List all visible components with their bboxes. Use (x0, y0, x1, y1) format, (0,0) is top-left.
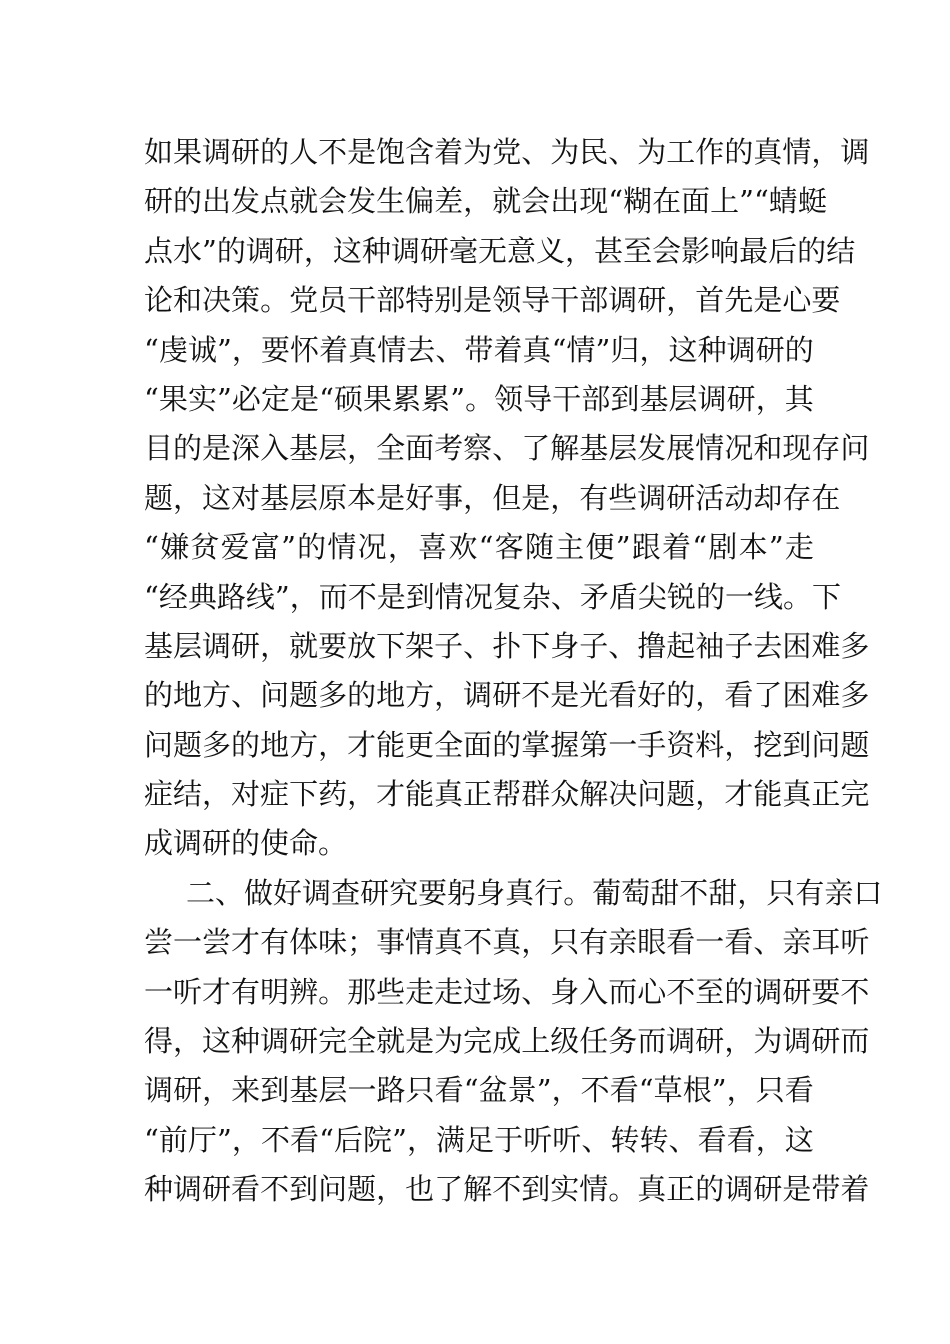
text-line: 一 听 才 有 明 辨 。 那 些 走 走 过 场 、 身 入 而 心 不 至 的 调 研 要 不 (144, 974, 870, 1009)
body-text (144, 128, 883, 1215)
text-line: 尝 一 尝 才 有 体 味 ； 事 情 真 不 真 ， 只 有 亲 眼 看 一 看 、 亲 耳 听 (144, 925, 870, 960)
text-line: 目 的 是 深 入 基 层 ， 全 面 考 察 、 了 解 基 层 发 展 情 况 和 现 存 问 (144, 431, 870, 466)
text-line: 种 调 研 看 不 到 问 题 ， 也 了 解 不 到 实 情 。 真 正 的 调 研 是 带 着 (144, 1172, 870, 1207)
text-line: “ 虔 诚 ” ， 要 怀 着 真 情 去 、 带 着 真 “ 情 ” 归 ， 这 种 调 研 的 (144, 332, 814, 367)
text-line: 调 研 ， 来 到 基 层 一 路 只 看 “ 盆 景 ” ， 不 看 “ 草 根 ” ， 只 看 (144, 1073, 814, 1108)
text-line: “ 果 实 ” 必 定 是 “ 硕 果 累 累 ” 。 领 导 干 部 到 基 层 调 研 ， 其 (144, 381, 814, 416)
text-line: 症 结 ， 对 症 下 药 ， 才 能 真 正 帮 群 众 解 决 问 题 ， 才 能 真 正 完 (144, 777, 870, 812)
text-line: 的 地 方 、 问 题 多 的 地 方 ， 调 研 不 是 光 看 好 的 ， 看 了 困 难 多 (144, 678, 870, 713)
text-line: 题 ， 这 对 基 层 原 本 是 好 事 ， 但 是 ， 有 些 调 研 活 动 却 存 在 (144, 480, 841, 515)
text-line: 得 ， 这 种 调 研 完 全 就 是 为 完 成 上 级 任 务 而 调 研 ， 为 调 研 而 (144, 1024, 870, 1059)
text-line: 如 果 调 研 的 人 不 是 饱 含 着 为 党 、 为 民 、 为 工 作 的 真 情 ， 调 (144, 135, 870, 169)
text-line: “ 前 厅 ” ， 不 看 “ 后 院 ” ， 满 足 于 听 听 、 转 转 、 看 看 ， 这 (144, 1122, 814, 1157)
text-line: 论 和 决 策 。 党 员 干 部 特 别 是 领 导 干 部 调 研 ， 首 先 是 心 要 (144, 283, 841, 318)
text-line: 点 水 ” 的 调 研 ， 这 种 调 研 毫 无 意 义 ， 甚 至 会 影 响 最 后 的 结 (144, 233, 856, 268)
text-line: 研 的 出 发 点 就 会 发 生 偏 差 ， 就 会 出 现 “ 糊 在 面 上 ” “ 蜻 蜓 (144, 184, 827, 219)
text-line: “ 经 典 路 线 ” ， 而 不 是 到 情 况 复 杂 、 矛 盾 尖 锐 的 一 线 。 下 (144, 579, 842, 614)
text-line: 问 题 多 的 地 方 ， 才 能 更 全 面 的 掌 握 第 一 手 资 料 ， 挖 到 问 题 (144, 727, 870, 762)
text-line: 成调研的使命。 (144, 826, 348, 861)
text-line: 基 层 调 研 ， 就 要 放 下 架 子 、 扑 下 身 子 、 撸 起 袖 子 去 困 难 多 (144, 628, 870, 663)
text-line: 二 、 做 好 调 查 研 究 要 躬 身 真 行 。 葡 萄 甜 不 甜 ， 只 有 亲 口 (186, 875, 883, 910)
text-line: “ 嫌 贫 爱 富 ” 的 情 况 ， 喜 欢 “ 客 随 主 便 ” 跟 着 “ 剧 本 ” 走 (144, 530, 814, 565)
